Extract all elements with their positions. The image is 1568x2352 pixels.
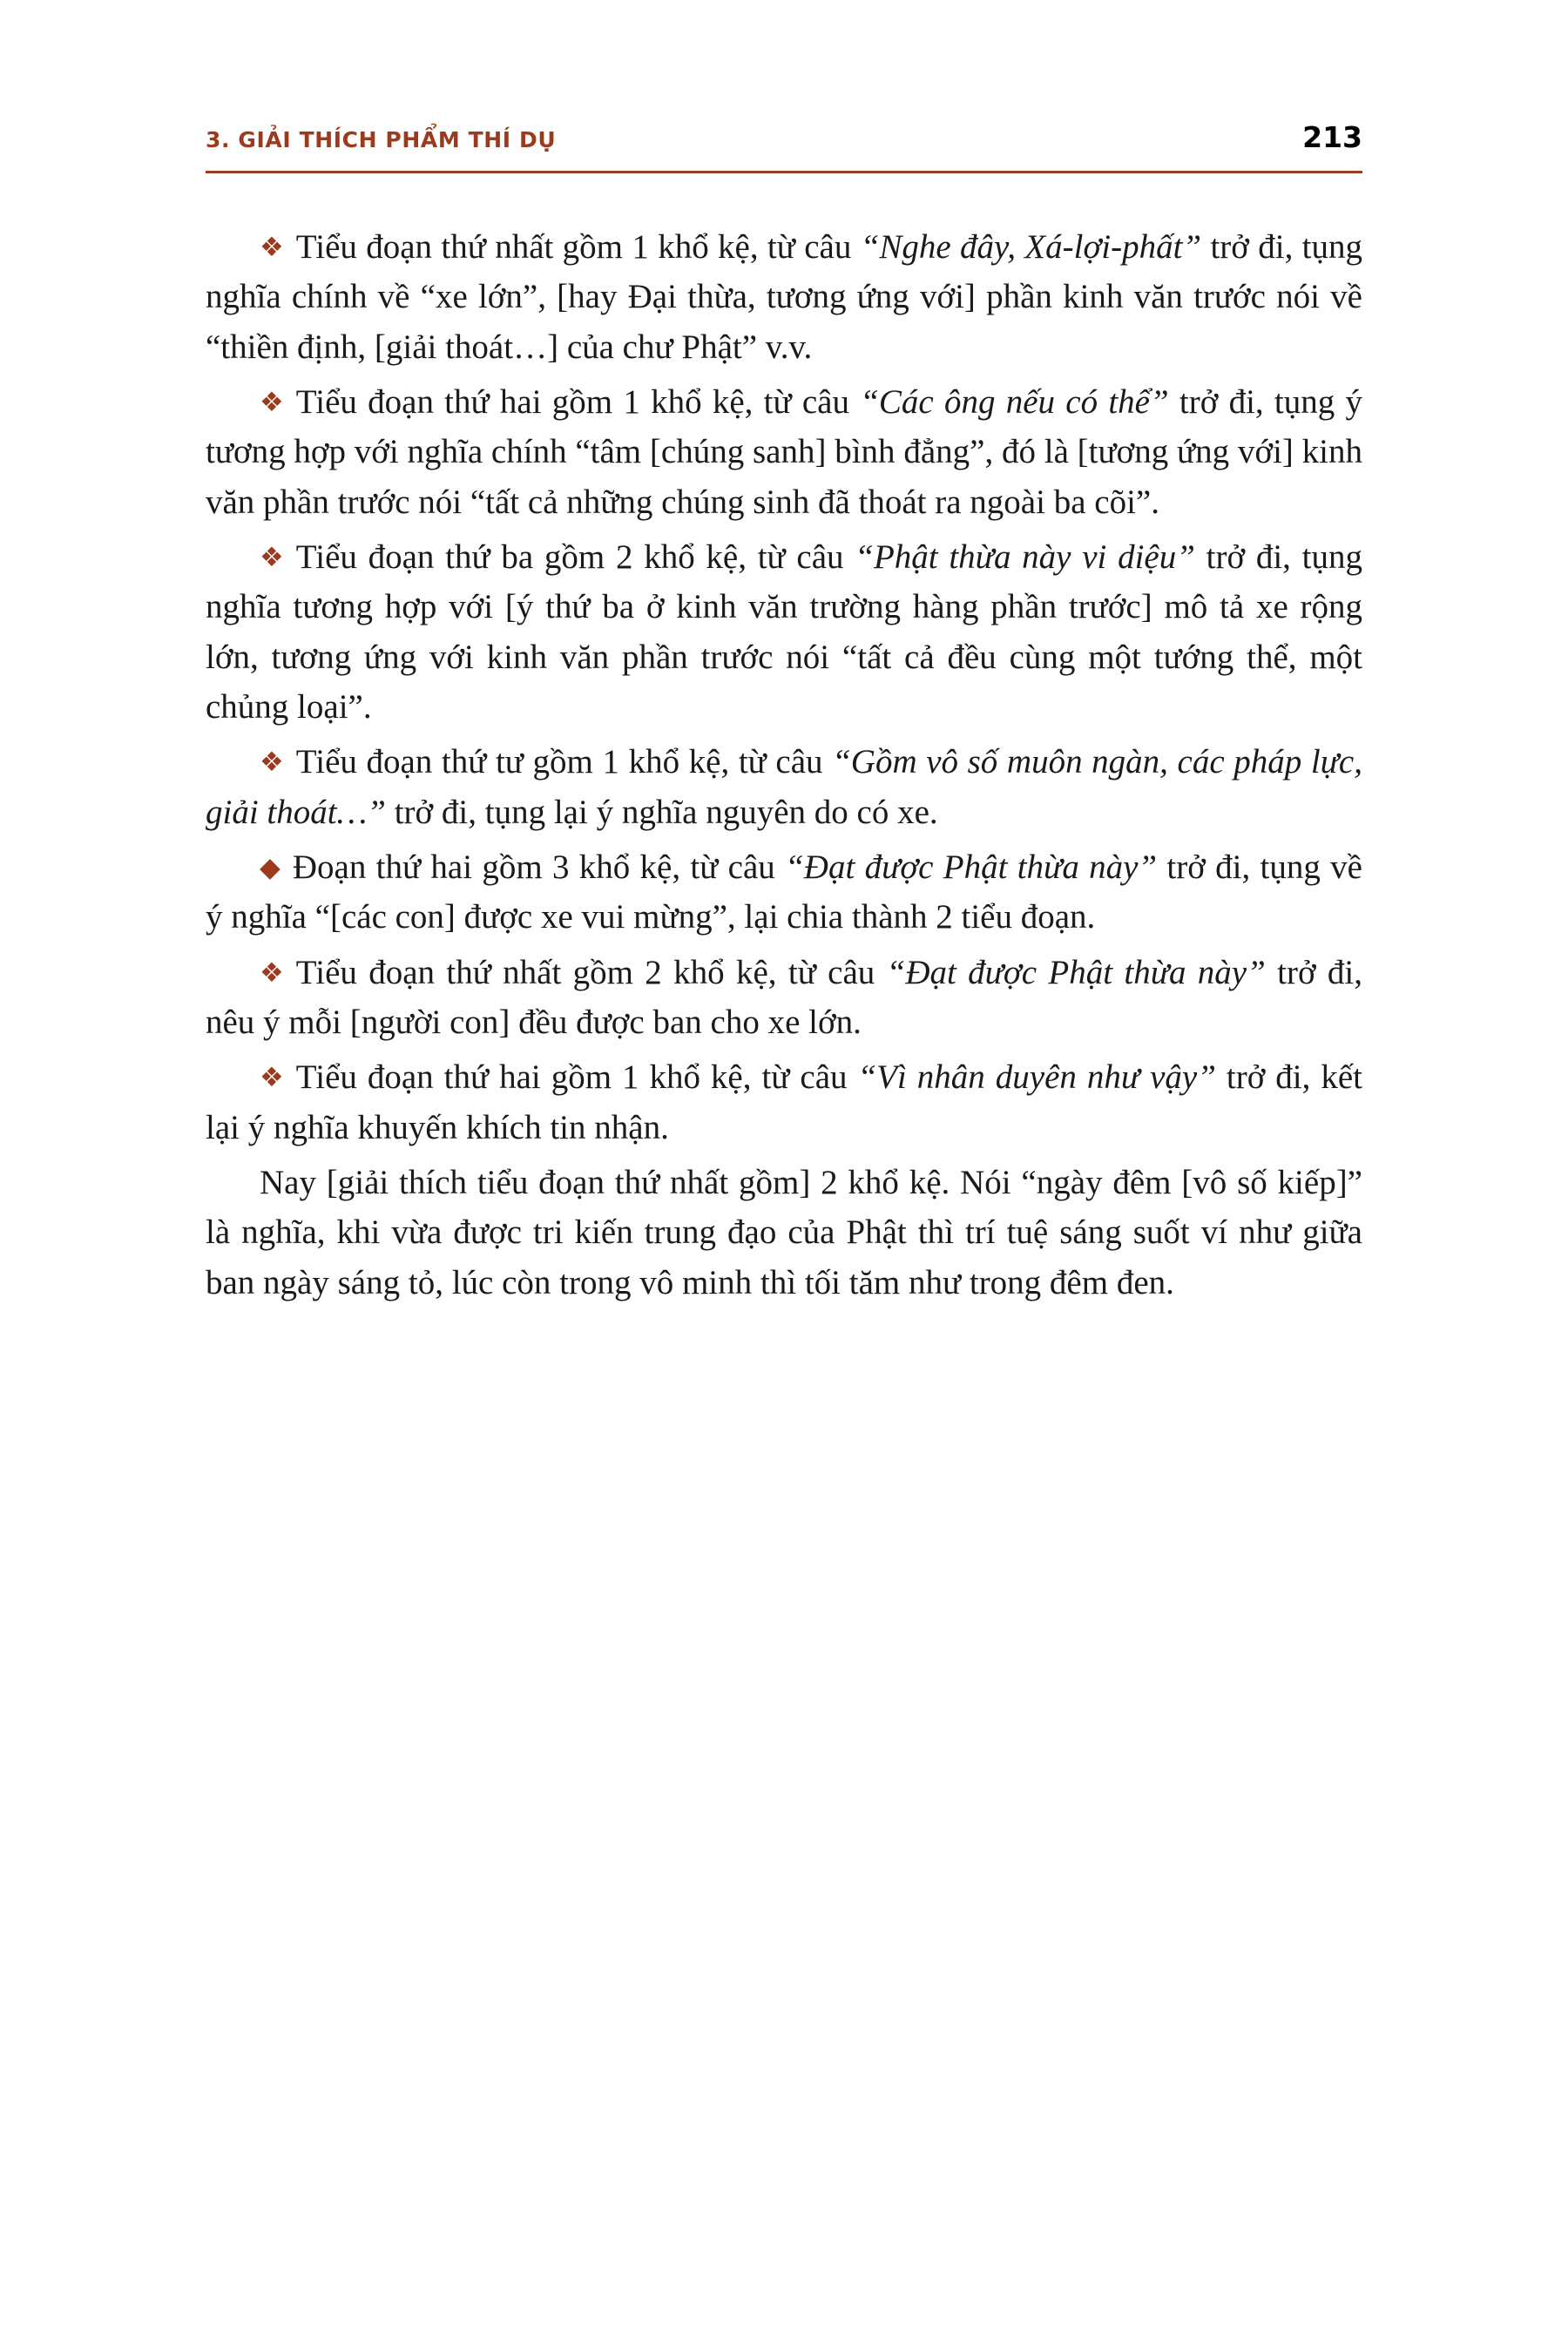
quoted-phrase: “Đạt được Phật thừa này” [785, 848, 1158, 886]
text-run: trở đi, tụng về ý nghĩa “[các con] được xe vui mừng”, lại chia thành 2 tiểu đoạn. [206, 848, 1362, 936]
text-run: Tiểu đoạn thứ tư gồm 1 khổ kệ, từ câu [295, 743, 833, 781]
paragraph [206, 1052, 1362, 1152]
paragraph [206, 222, 1362, 372]
quoted-phrase: “Các ông nếu có thể” [860, 382, 1169, 421]
text-run: trở đi, tụng nghĩa chính về “xe lớn”, [hay Đại thừa, tương ứng với] phần kinh văn trước nói về “thiền định, [giải thoát…] của chư Phật” v.v. [206, 228, 1362, 366]
quoted-phrase: “Gồm vô số muôn ngàn, các pháp lực, giải thoát…” [206, 743, 1362, 831]
text-run: Nay [giải thích tiểu đoạn thứ nhất gồm] 2 khổ kệ. Nói “ngày đêm [vô số kiếp]” là nghĩa, khi vừa được tri kiến trung đạo của Phật thì trí tuệ sáng suốt ví như giữa ban ngày sáng tỏ, lúc còn trong vô minh thì tối tăm như trong đêm đen. [206, 1163, 1362, 1301]
filled-diamond-bullet-icon: ◆ [260, 851, 280, 882]
paragraph [206, 532, 1362, 732]
header-divider [206, 171, 1362, 173]
diamond-bullet-icon: ❖ [260, 232, 284, 262]
diamond-bullet-icon: ❖ [260, 956, 284, 988]
running-head-title: 3. GIẢI THÍCH PHẨM THÍ DỤ [206, 127, 557, 152]
page-number: 213 [1302, 120, 1362, 154]
quoted-phrase: “Vì nhân duyên như vậy” [857, 1058, 1216, 1097]
text-run: trở đi, tụng lại ý nghĩa nguyên do có xe. [385, 793, 938, 831]
quoted-phrase: “Đạt được Phật thừa này” [886, 953, 1266, 991]
text-run: Tiểu đoạn thứ nhất gồm 2 khổ kệ, từ câu [295, 953, 887, 991]
paragraph [206, 948, 1362, 1048]
page-header [206, 120, 1362, 174]
diamond-bullet-icon: ❖ [260, 747, 284, 778]
quoted-phrase: “Phật thừa này vi diệu” [855, 537, 1195, 576]
diamond-bullet-icon: ❖ [260, 386, 284, 417]
text-run: Tiểu đoạn thứ ba gồm 2 khổ kệ, từ câu [295, 537, 855, 576]
paragraph [206, 737, 1362, 837]
text-run: trở đi, tụng ý tương hợp với nghĩa chính “tâm [chúng sanh] bình đẳng”, đó là [tương ứng với] kinh văn phần trước nói “tất cả những chúng sinh đã thoát ra ngoài ba cõi”. [206, 382, 1363, 521]
text-run: Tiểu đoạn thứ hai gồm 1 khổ kệ, từ câu [295, 382, 861, 421]
text-run: Tiểu đoạn thứ nhất gồm 1 khổ kệ, từ câu [295, 228, 861, 266]
paragraph [206, 1158, 1362, 1308]
text-run: trở đi, nêu ý mỗi [người con] đều được ban cho xe lớn. [206, 953, 1362, 1041]
paragraph [206, 377, 1362, 527]
body-text [206, 222, 1362, 1313]
text-run: trở đi, kết lại ý nghĩa khuyến khích tin nhận. [206, 1058, 1362, 1146]
text-run: Đoạn thứ hai gồm 3 khổ kệ, từ câu [292, 848, 786, 886]
diamond-bullet-icon: ❖ [260, 1062, 284, 1093]
text-run: Tiểu đoạn thứ hai gồm 1 khổ kệ, từ câu [295, 1058, 858, 1097]
text-run: trở đi, tụng nghĩa tương hợp với [ý thứ ba ở kinh văn trường hàng phần trước] mô tả xe rộng lớn, tương ứng với kinh văn phần trước nói “tất cả đều cùng một tướng thể, một chủng loại”. [206, 537, 1362, 726]
quoted-phrase: “Nghe đây, Xá-lợi-phất” [860, 228, 1202, 266]
diamond-bullet-icon: ❖ [260, 541, 284, 572]
paragraph [206, 842, 1362, 943]
